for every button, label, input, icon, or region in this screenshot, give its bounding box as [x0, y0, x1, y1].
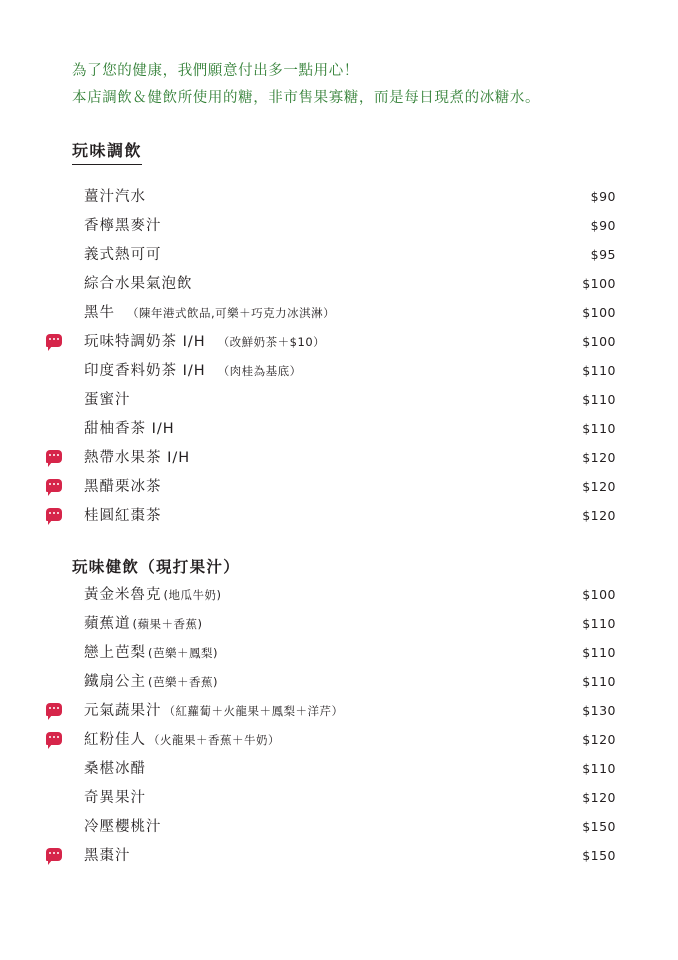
- item-name: 奇異果汁: [84, 789, 146, 806]
- item-price: $150: [582, 847, 616, 863]
- menu-item[interactable]: [70, 728, 616, 757]
- item-note: （陳年港式飲品,可樂＋巧克力冰淇淋）: [127, 305, 336, 320]
- menu-item[interactable]: [70, 301, 616, 330]
- menu-section-1: [70, 138, 616, 533]
- menu-item[interactable]: [70, 844, 616, 873]
- menu-section-2: [70, 555, 616, 873]
- item-name: 玩味特調奶茶 I/H: [84, 333, 206, 350]
- item-note: （紅蘿蔔＋火龍果＋鳳梨＋洋芹）: [163, 703, 344, 718]
- menu-item[interactable]: [70, 757, 616, 786]
- item-price: $95: [590, 246, 616, 262]
- item-name: 桑椹冰醋: [84, 760, 146, 777]
- item-note: (蘋果＋香蕉): [132, 616, 203, 631]
- item-name: 冷壓櫻桃汁: [84, 818, 162, 835]
- item-price: $110: [582, 673, 616, 689]
- item-price: $90: [590, 217, 616, 233]
- item-name: 黑醋栗冰茶: [84, 478, 162, 495]
- item-name: 桂圓紅棗茶: [84, 507, 162, 524]
- menu-item[interactable]: [70, 243, 616, 272]
- intro-line-2: 本店調飲＆健飲所使用的糖，非市售果寡糖，而是每日現煮的冰糖水。: [72, 89, 541, 106]
- spicy-hot-icon: [46, 508, 62, 521]
- item-note: （火龍果＋香蕉＋牛奶）: [148, 732, 280, 747]
- section-title-2-wrap: [70, 555, 616, 577]
- item-price: $120: [582, 507, 616, 523]
- item-name: 黑棗汁: [84, 847, 131, 864]
- item-price: $120: [582, 731, 616, 747]
- item-price: $90: [590, 188, 616, 204]
- menu-item[interactable]: [70, 446, 616, 475]
- item-note: (地瓜牛奶): [163, 587, 222, 602]
- item-name: 黃金米魯克: [84, 586, 162, 603]
- item-price: $110: [582, 362, 616, 378]
- intro-line-1: 為了您的健康，我們願意付出多一點用心！: [72, 63, 359, 79]
- menu-item[interactable]: [70, 504, 616, 533]
- item-name: 蛋蜜汁: [84, 391, 131, 408]
- item-name: 戀上芭梨: [84, 644, 146, 661]
- item-price: $100: [582, 275, 616, 291]
- menu-item[interactable]: [70, 417, 616, 446]
- menu-item[interactable]: [70, 359, 616, 388]
- spicy-hot-icon: [46, 703, 62, 716]
- item-note: （肉桂為基底）: [217, 363, 302, 378]
- item-price: $100: [582, 304, 616, 320]
- item-name: 薑汁汽水: [84, 188, 146, 205]
- menu-item[interactable]: [70, 815, 616, 844]
- item-price: $100: [582, 586, 616, 602]
- menu-item[interactable]: [70, 612, 616, 641]
- item-name: 綜合水果氣泡飲: [84, 275, 193, 292]
- item-price: $110: [582, 644, 616, 660]
- item-name: 印度香料奶茶 I/H: [84, 362, 206, 379]
- menu-item[interactable]: [70, 272, 616, 301]
- item-name: 香檸黑麥汁: [84, 217, 162, 234]
- section-title-2: 玩味健飲（現打果汁）: [72, 557, 241, 576]
- item-name: 甜柚香茶 I/H: [84, 420, 175, 437]
- menu-item[interactable]: [70, 475, 616, 504]
- item-price: $110: [582, 615, 616, 631]
- spicy-hot-icon: [46, 450, 62, 463]
- spicy-hot-icon: [46, 334, 62, 347]
- menu-item[interactable]: [70, 786, 616, 815]
- item-name: 義式熱可可: [84, 246, 162, 263]
- item-name: 元氣蔬果汁: [84, 702, 162, 719]
- menu-item[interactable]: [70, 670, 616, 699]
- section-items-1: [70, 185, 616, 533]
- item-note: （改鮮奶茶＋$10）: [217, 334, 326, 349]
- spicy-hot-icon: [46, 479, 62, 492]
- item-note: (芭樂＋香蕉): [148, 674, 218, 689]
- item-name: 熱帶水果茶 I/H: [84, 449, 191, 466]
- item-name: 黑牛: [84, 304, 115, 321]
- item-price: $150: [582, 818, 616, 834]
- item-price: $110: [582, 391, 616, 407]
- item-price: $120: [582, 449, 616, 465]
- menu-item[interactable]: [70, 330, 616, 359]
- item-price: $110: [582, 760, 616, 776]
- section-items-2: [70, 583, 616, 873]
- menu-item[interactable]: [70, 641, 616, 670]
- menu-item[interactable]: [70, 583, 616, 612]
- menu-item[interactable]: [70, 699, 616, 728]
- menu-item[interactable]: [70, 388, 616, 417]
- spicy-hot-icon: [46, 732, 62, 745]
- item-name: 紅粉佳人: [84, 731, 146, 748]
- menu-item[interactable]: [70, 185, 616, 214]
- item-price: $100: [582, 333, 616, 349]
- item-note: (芭樂＋鳳梨): [148, 645, 218, 660]
- item-name: 鐵扇公主: [84, 673, 146, 690]
- menu-item[interactable]: [70, 214, 616, 243]
- section-title-1: 玩味調飲: [72, 138, 142, 165]
- item-name: 蘋蕉道: [84, 615, 131, 632]
- item-price: $110: [582, 420, 616, 436]
- item-price: $130: [582, 702, 616, 718]
- item-price: $120: [582, 789, 616, 805]
- item-price: $120: [582, 478, 616, 494]
- spicy-hot-icon: [46, 848, 62, 861]
- intro-notice: [72, 58, 616, 112]
